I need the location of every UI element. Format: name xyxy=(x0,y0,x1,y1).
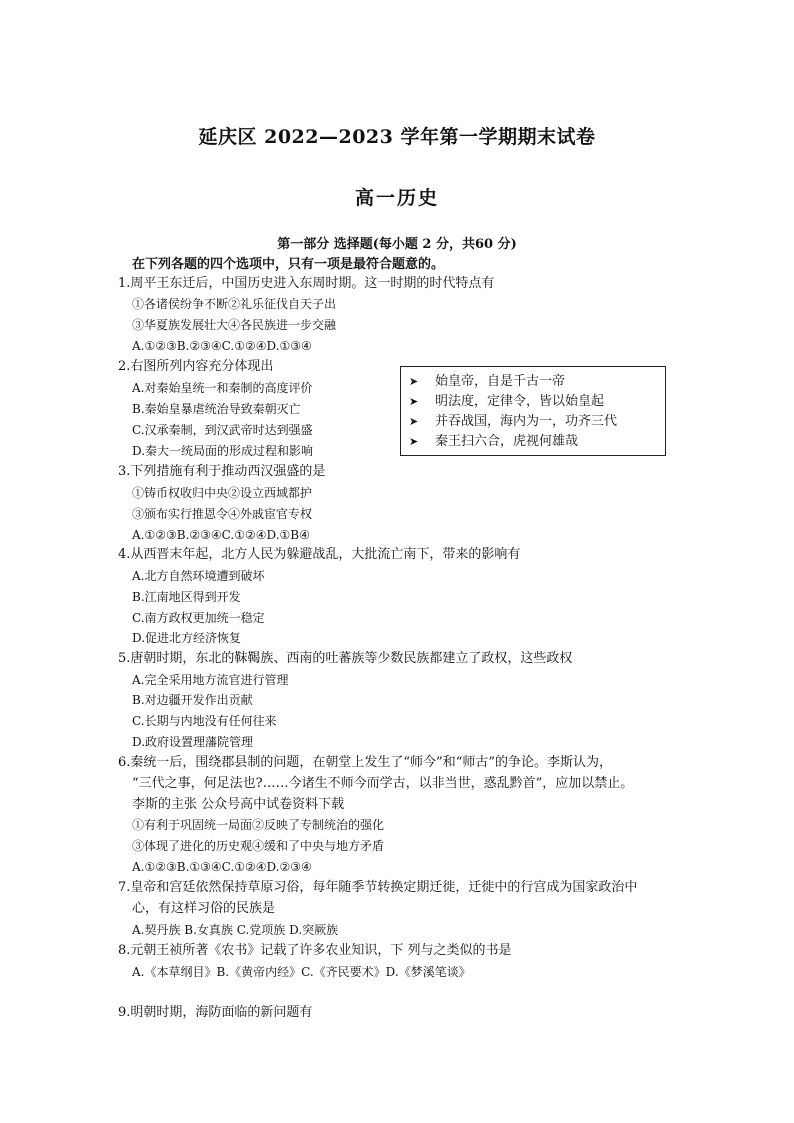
question-2-stem: 2.右图所列内容充分体现出 xyxy=(118,359,274,374)
question-9-stem: 9.明朝时期，海防面临的新问题有 xyxy=(118,1005,313,1020)
quote-line: ➤ 始皇帝，自是千古一帝 xyxy=(409,372,665,392)
quote-line: ➤ 秦王扫六合，虎视何雄哉 xyxy=(409,432,665,452)
question-1-items-a: ①各诸侯纷争不断②礼乐征伐自天子出 xyxy=(132,297,337,311)
question-5-option-a: A.完全采用地方流官进行管理 xyxy=(132,673,289,687)
question-3-items-a: ①铸币权收归中央②设立西域都护 xyxy=(132,486,313,500)
question-5-stem: 5.唐朝时期，东北的靺鞨族、西南的吐蕃族等少数民族都建立了政权，这些政权 xyxy=(118,651,573,666)
question-2-option-a: A.对秦始皇统一和秦制的高度评价 xyxy=(132,381,313,395)
question-4-stem: 4.从西晋末年起，北方人民为躲避战乱，大批流亡南下，带来的影响有 xyxy=(118,547,521,562)
instruction-text: 在下列各题的四个选项中，只有一项是最符合题意的。 xyxy=(132,257,445,272)
arrow-bullet-icon: ➤ xyxy=(409,415,419,428)
arrow-bullet-icon: ➤ xyxy=(409,395,419,408)
question-6-quote-line: “三代之事，何足法也?……今诸生不师今而学古，以非当世，惑乱黔首”，应加以禁止。 xyxy=(132,776,634,791)
question-8-stem: 8.元朝王祯所著《农书》记载了许多农业知识，下 列与之类似的书是 xyxy=(118,943,512,958)
question-3-options: A.①②③B.②③④C.①②④D.①B④ xyxy=(132,528,310,542)
question-3-stem: 3.下列措施有利于推动西汉强盛的是 xyxy=(118,464,326,479)
quote-line: ➤ 并吞战国，海内为一，功齐三代 xyxy=(409,412,665,432)
question-6-stem: 6.秦统一后，围绕郡县制的问题，在朝堂上发生了“师今”和“师古”的争论。李斯认为， xyxy=(118,755,612,770)
question-5-option-d: D.政府设置理藩院管理 xyxy=(132,735,254,749)
question-7-stem-cont: 心，有这样习俗的民族是 xyxy=(132,901,276,916)
question-2-option-d: D.秦大一统局面的形成过程和影响 xyxy=(132,444,314,458)
question-2-option-c: C.汉承秦制，到汉武帝时达到强盛 xyxy=(132,423,313,437)
question-6-prompt: 李斯的主张 公众号高中试卷资料下载 xyxy=(132,797,345,812)
question-5-option-c: C.长期与内地没有任何往来 xyxy=(132,714,277,728)
question-6-items-b: ③体现了进化的历史观④缓和了中央与地方矛盾 xyxy=(132,839,385,853)
question-8-options: A.《本草纲目》B.《黄帝内经》C.《齐民要术》D.《梦溪笔谈》 xyxy=(132,965,471,979)
question-7-options: A.契丹族 B.女真族 C.党项族 D.突厥族 xyxy=(132,923,339,937)
quote-box xyxy=(400,366,666,456)
question-7-stem: 7.皇帝和宫廷依然保持草原习俗，每年随季节转换定期迁徙，迁徙中的行宫成为国家政治中 xyxy=(118,880,638,895)
question-4-option-b: B.江南地区得到开发 xyxy=(132,590,241,604)
question-1-stem: 1.周平王东迁后，中国历史进入东周时期。这一时期的时代特点有 xyxy=(118,276,495,291)
question-4-option-a: A.北方自然环境遭到破坏 xyxy=(132,569,265,583)
question-4-option-c: C.南方政权更加统一稳定 xyxy=(132,611,265,625)
arrow-bullet-icon: ➤ xyxy=(409,375,419,388)
question-1-options: A.①②③B.②③④C.①②④D.①③④ xyxy=(132,339,312,353)
question-5-option-b: B.对边疆开发作出贡献 xyxy=(132,693,253,707)
arrow-bullet-icon: ➤ xyxy=(409,435,419,448)
question-6-options: A.①②③B.①③④C.①②④D.②③④ xyxy=(132,860,312,874)
question-2-option-b: B.秦始皇暴虐统治导致秦朝灭亡 xyxy=(132,402,301,416)
question-6-items-a: ①有利于巩固统一局面②反映了专制统治的强化 xyxy=(132,818,385,832)
exam-subtitle: 高一历史 xyxy=(354,187,439,209)
question-3-items-b: ③颁布实行推恩令④外戚宦官专权 xyxy=(132,507,313,521)
section-heading: 第一部分 选择题(每小题 2 分，共60 分) xyxy=(277,237,517,252)
exam-title: 延庆区 2022—2023 学年第一学期期末试卷 xyxy=(198,126,596,148)
question-1-items-b: ③华夏族发展壮大④各民族进一步交融 xyxy=(132,318,337,332)
quote-line: ➤ 明法度，定律令，皆以始皇起 xyxy=(409,392,665,412)
question-4-option-d: D.促进北方经济恢复 xyxy=(132,631,242,645)
